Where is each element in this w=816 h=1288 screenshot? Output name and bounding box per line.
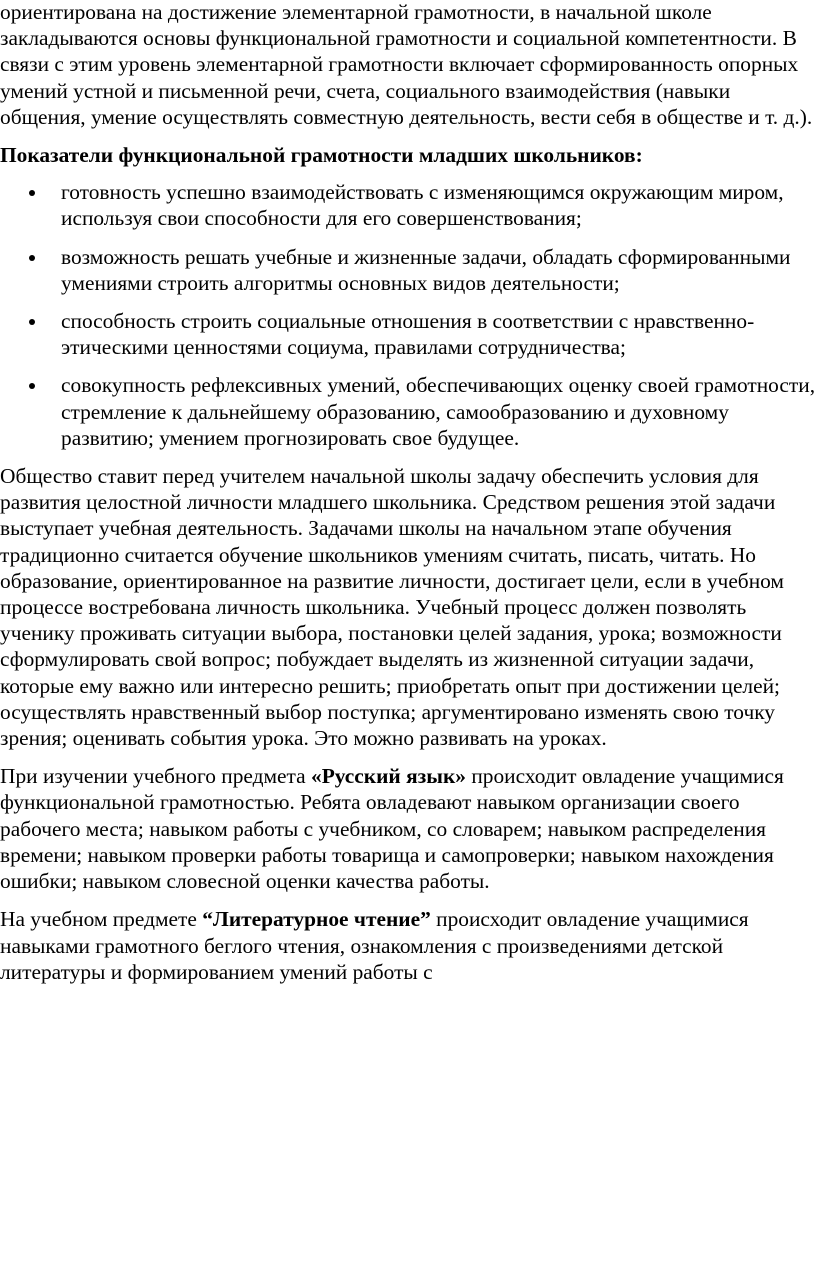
- russian-subject-name: «Русский язык»: [311, 764, 466, 789]
- russian-text-end: происходит овладение учащимися функциональной грамотностью. Ребята овладевают навыком организации своего рабочего места; навыком работы с учебником, со словарем; навыком распределения времени; навыком проверки работы товарища и самопроверки; навыком нахождения ошибки; навыком словесной оценки качества работы.: [0, 764, 784, 894]
- bullet-icon: [29, 319, 35, 325]
- list-item: [0, 308, 816, 360]
- list-item-text: совокупность рефлексивных умений, обеспечивающих оценку своей грамотности, стремление к дальнейшему образованию, самообразованию и духовному развитию; умением прогнозировать свое будущее.: [61, 373, 816, 450]
- section-heading: Показатели функциональной грамотности младших школьников:: [0, 143, 643, 168]
- literature-text-start: На учебном предмете: [0, 907, 203, 932]
- intro-paragraph: ориентирована на достижение элементарной грамотности, в начальной школе закладываются основы функциональной грамотности и социальной компетентности. В связи с этим уровень элементарной грамотности включает сформированность опорных умений устной и письменной речи, счета, социального взаимодействия (навыки общения, умение осуществлять совместную деятельность, вести себя в обществе и т. д.).: [0, 0, 813, 129]
- bullet-icon: [29, 255, 35, 261]
- indicators-list: [0, 179, 816, 451]
- society-paragraph: Общество ставит перед учителем начальной школы задачу обеспечить условия для развития целостной личности младшего школьника. Средством решения этой задачи выступает учебная деятельность. Задачами школы на начальном этапе обучения традиционно считается обучение школьников умениям считать, писать, читать. Но образование, ориентированное на развитие личности, достигает цели, если в учебном процессе востребована личность школьника. Учебный процесс должен позволять ученику проживать ситуации выбора, постановки целей задания, урока; возможности сформулировать свой вопрос; побуждает выделять из жизненной ситуации задачи, которые ему важно или интересно решить; приобретать опыт при достижении целей; осуществлять нравственный выбор поступка; аргументировано изменять свою точку зрения; оценивать события урока. Это можно развивать на уроках.: [0, 464, 784, 751]
- list-item: [0, 244, 816, 296]
- list-item-text: готовность успешно взаимодействовать с изменяющимся окружающим миром, используя свои способности для его совершенствования;: [61, 180, 784, 231]
- literature-paragraph: [0, 906, 816, 985]
- list-item: [0, 372, 816, 451]
- list-item-text: способность строить социальные отношения в соответствии с нравственно-этическими ценностями социума, правилами сотрудничества;: [61, 309, 755, 360]
- list-item-text: возможность решать учебные и жизненные задачи, обладать сформированными умениями строить алгоритмы основных видов деятельности;: [61, 244, 791, 295]
- russian-language-paragraph: [0, 763, 816, 894]
- literature-text-end: происходит овладение учащимися навыками грамотного беглого чтения, ознакомления с произведениями детской литературы и формированием умений работы с: [0, 907, 749, 984]
- bullet-icon: [29, 383, 35, 389]
- russian-text-start: При изучении учебного предмета: [0, 764, 311, 789]
- list-item: [0, 179, 816, 231]
- literature-subject-name: “Литературное чтение”: [202, 907, 431, 932]
- bullet-icon: [29, 190, 35, 196]
